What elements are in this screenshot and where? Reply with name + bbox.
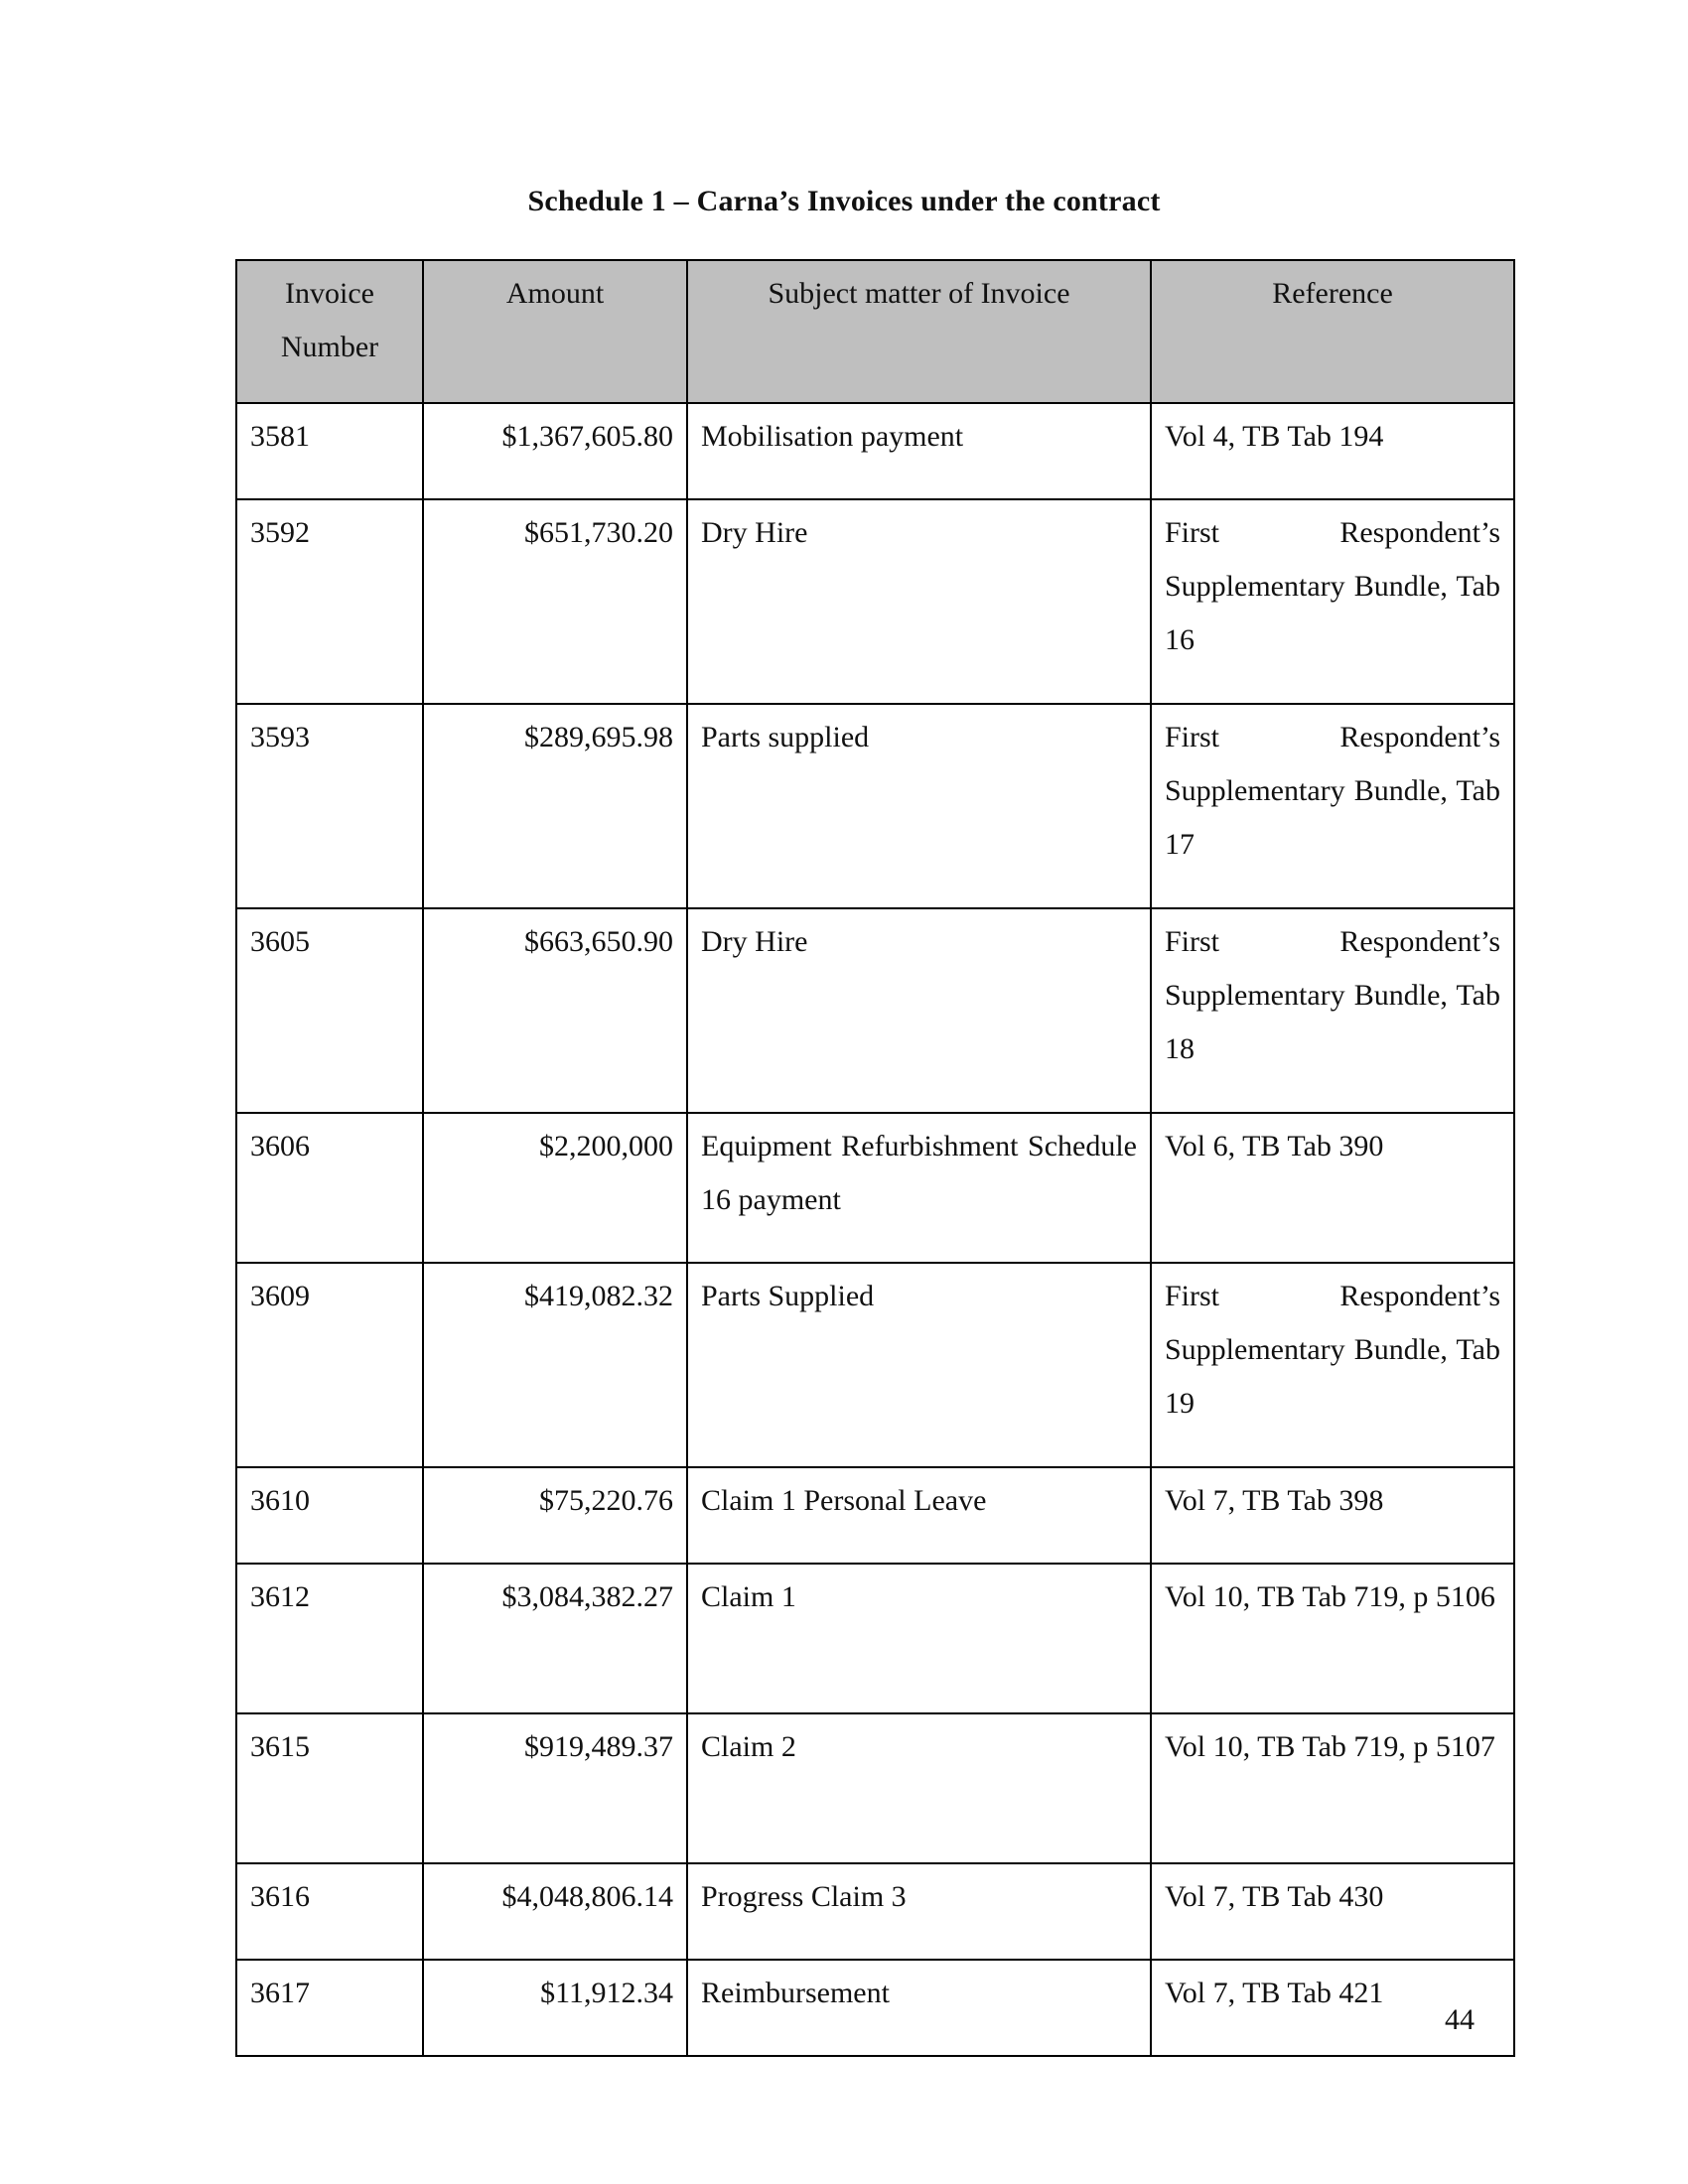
subject-cell: Claim 2 <box>687 1713 1151 1863</box>
header-reference: Reference <box>1151 260 1514 403</box>
invoice-number-cell: 3581 <box>236 403 423 499</box>
header-subject: Subject matter of Invoice <box>687 260 1151 403</box>
reference-cell: Vol 10, TB Tab 719, p 5106 <box>1151 1564 1514 1713</box>
invoice-table <box>235 259 1515 2057</box>
reference-cell: Vol 7, TB Tab 398 <box>1151 1467 1514 1564</box>
amount-cell: $919,489.37 <box>423 1713 687 1863</box>
amount-cell: $419,082.32 <box>423 1263 687 1467</box>
table-row <box>236 1863 1514 1960</box>
header-amount: Amount <box>423 260 687 403</box>
table-row <box>236 704 1514 908</box>
invoice-number-cell: 3606 <box>236 1113 423 1263</box>
table-row <box>236 499 1514 704</box>
table-row <box>236 1113 1514 1263</box>
invoice-number-cell: 3612 <box>236 1564 423 1713</box>
table-row <box>236 1467 1514 1564</box>
invoice-number-cell: 3610 <box>236 1467 423 1564</box>
invoice-number-cell: 3605 <box>236 908 423 1113</box>
invoice-number-cell: 3616 <box>236 1863 423 1960</box>
subject-cell: Claim 1 <box>687 1564 1151 1713</box>
reference-cell: Vol 4, TB Tab 194 <box>1151 403 1514 499</box>
amount-cell: $1,367,605.80 <box>423 403 687 499</box>
invoice-number-cell: 3592 <box>236 499 423 704</box>
table-row <box>236 1564 1514 1713</box>
amount-cell: $11,912.34 <box>423 1960 687 2056</box>
reference-cell: First Respondent’s Supplementary Bundle, Tab 16 <box>1151 499 1514 704</box>
subject-cell: Parts Supplied <box>687 1263 1151 1467</box>
subject-cell: Dry Hire <box>687 499 1151 704</box>
reference-cell: Vol 6, TB Tab 390 <box>1151 1113 1514 1263</box>
reference-cell: Vol 7, TB Tab 430 <box>1151 1863 1514 1960</box>
subject-cell: Reimbursement <box>687 1960 1151 2056</box>
subject-cell: Dry Hire <box>687 908 1151 1113</box>
subject-cell: Parts supplied <box>687 704 1151 908</box>
amount-cell: $289,695.98 <box>423 704 687 908</box>
subject-cell: Claim 1 Personal Leave <box>687 1467 1151 1564</box>
table-row <box>236 1960 1514 2056</box>
table-row <box>236 1713 1514 1863</box>
reference-cell: Vol 10, TB Tab 719, p 5107 <box>1151 1713 1514 1863</box>
table-header-row <box>236 260 1514 403</box>
table-row <box>236 403 1514 499</box>
invoice-number-cell: 3615 <box>236 1713 423 1863</box>
table-row <box>236 1263 1514 1467</box>
subject-cell: Mobilisation payment <box>687 403 1151 499</box>
invoice-number-cell: 3593 <box>236 704 423 908</box>
header-invoice-number: Invoice Number <box>236 260 423 403</box>
reference-cell: First Respondent’s Supplementary Bundle, Tab 18 <box>1151 908 1514 1113</box>
amount-cell: $3,084,382.27 <box>423 1564 687 1713</box>
amount-cell: $75,220.76 <box>423 1467 687 1564</box>
invoice-number-cell: 3609 <box>236 1263 423 1467</box>
schedule-title: Schedule 1 – Carna’s Invoices under the contract <box>527 185 1161 217</box>
page-number: 44 <box>1445 2003 1475 2036</box>
subject-cell: Progress Claim 3 <box>687 1863 1151 1960</box>
reference-cell: Vol 7, TB Tab 421 <box>1151 1960 1514 2056</box>
amount-cell: $651,730.20 <box>423 499 687 704</box>
reference-cell: First Respondent’s Supplementary Bundle, Tab 17 <box>1151 704 1514 908</box>
invoice-number-cell: 3617 <box>236 1960 423 2056</box>
subject-cell: Equipment Refurbishment Schedule 16 payment <box>687 1113 1151 1263</box>
amount-cell: $663,650.90 <box>423 908 687 1113</box>
amount-cell: $4,048,806.14 <box>423 1863 687 1960</box>
table-row <box>236 908 1514 1113</box>
amount-cell: $2,200,000 <box>423 1113 687 1263</box>
reference-cell: First Respondent’s Supplementary Bundle, Tab 19 <box>1151 1263 1514 1467</box>
